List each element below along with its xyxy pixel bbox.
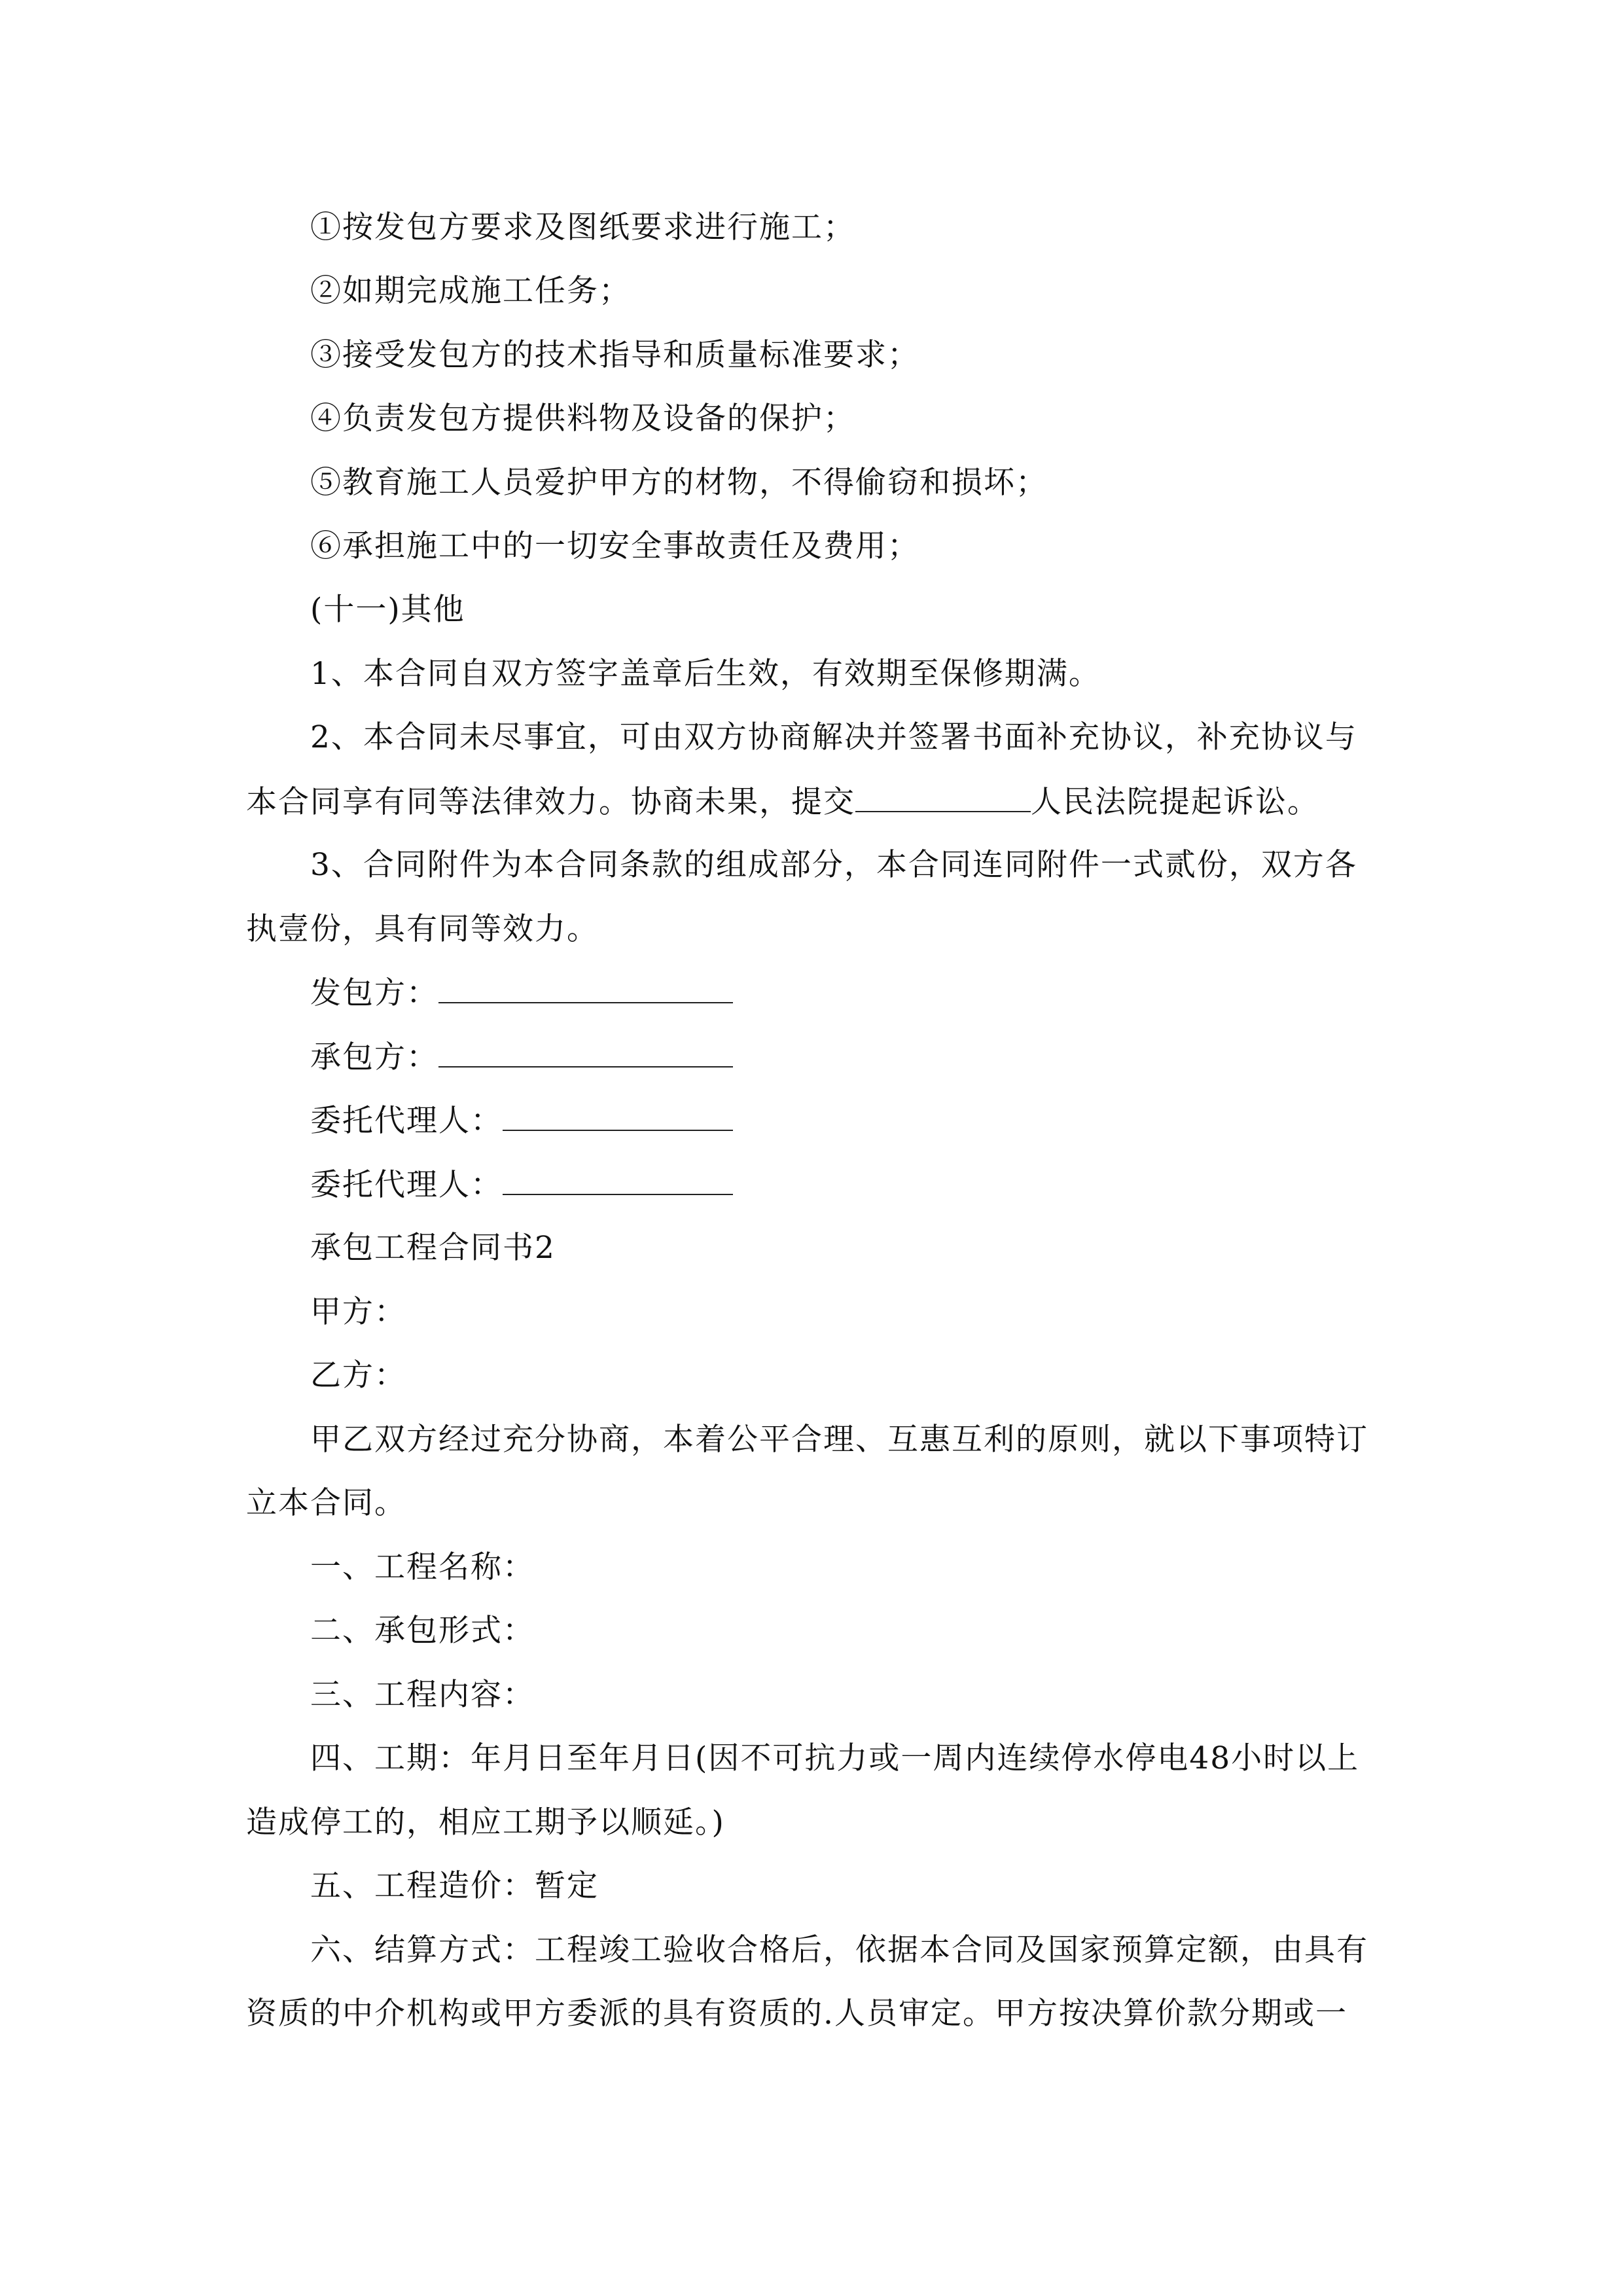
clause-3-line-1: 3、合同附件为本合同条款的组成部分，本合同连同附件一式贰份，双方各: [310, 847, 1357, 883]
signature-employer: [310, 973, 733, 1013]
duty-item-3: ③接受发包方的技术指导和质量标准要求；: [310, 337, 919, 373]
duty-item-5: ⑤教育施工人员爱护甲方的材物，不得偷窃和损坏；: [310, 465, 1048, 501]
clause-3-line-2: 执壹份，具有同等效力。: [246, 911, 599, 947]
duty-item-2: ②如期完成施工任务；: [310, 273, 631, 309]
item-contract-form: 二、承包形式：: [310, 1613, 535, 1649]
signature-employer-blank[interactable]: [438, 973, 733, 1003]
item-settlement-line-2: 资质的中介机构或甲方委派的具有资质的.人员审定。甲方按决算价款分期或一: [246, 1996, 1347, 2032]
signature-employer-label: 发包方：: [310, 975, 438, 1011]
clause-2-text-before-blank: 本合同享有同等法律效力。协商未果，提交: [246, 784, 855, 820]
signature-agent-2-label: 委托代理人：: [310, 1167, 503, 1203]
clause-2-text-after-blank: 人民法院提起诉讼。: [1031, 784, 1319, 820]
contract-2-title: 承包工程合同书2: [310, 1230, 556, 1266]
intro-line-1: 甲乙双方经过充分协商，本着公平合理、互惠互利的原则，就以下事项特订: [310, 1422, 1368, 1458]
clause-2-line-1: 2、本合同未尽事宜，可由双方协商解决并签署书面补充协议，补充协议与: [310, 719, 1357, 755]
signature-agent-1-blank[interactable]: [503, 1101, 733, 1131]
party-b: 乙方：: [310, 1357, 406, 1393]
court-name-blank[interactable]: [855, 782, 1031, 812]
duty-item-1: ①按发包方要求及图纸要求进行施工；: [310, 209, 855, 245]
signature-contractor-blank[interactable]: [438, 1037, 733, 1067]
clause-2-line-2: [246, 782, 1319, 822]
signature-agent-1: [310, 1101, 733, 1141]
item-project-content: 三、工程内容：: [310, 1677, 535, 1713]
signature-agent-2-blank[interactable]: [503, 1165, 733, 1195]
party-a: 甲方：: [310, 1294, 406, 1330]
intro-line-2: 立本合同。: [246, 1485, 406, 1521]
signature-agent-2: [310, 1165, 733, 1205]
duty-item-6: ⑥承担施工中的一切安全事故责任及费用；: [310, 528, 919, 564]
clause-1: 1、本合同自双方签字盖章后生效，有效期至保修期满。: [310, 656, 1101, 692]
signature-contractor-label: 承包方：: [310, 1039, 438, 1075]
item-project-cost: 五、工程造价：暂定: [310, 1868, 599, 1904]
item-schedule-line-2: 造成停工的，相应工期予以顺延。): [246, 1804, 725, 1840]
signature-contractor: [310, 1037, 733, 1077]
section-other-heading: (十一)其他: [310, 592, 465, 628]
signature-agent-1-label: 委托代理人：: [310, 1103, 503, 1139]
item-project-name: 一、工程名称：: [310, 1549, 535, 1585]
duty-item-4: ④负责发包方提供料物及设备的保护；: [310, 401, 855, 437]
item-schedule-line-1: 四、工期：年月日至年月日(因不可抗力或一周内连续停水停电48小时以上: [310, 1740, 1360, 1776]
item-settlement-line-1: 六、结算方式：工程竣工验收合格后，依据本合同及国家预算定额，由具有: [310, 1932, 1368, 1968]
